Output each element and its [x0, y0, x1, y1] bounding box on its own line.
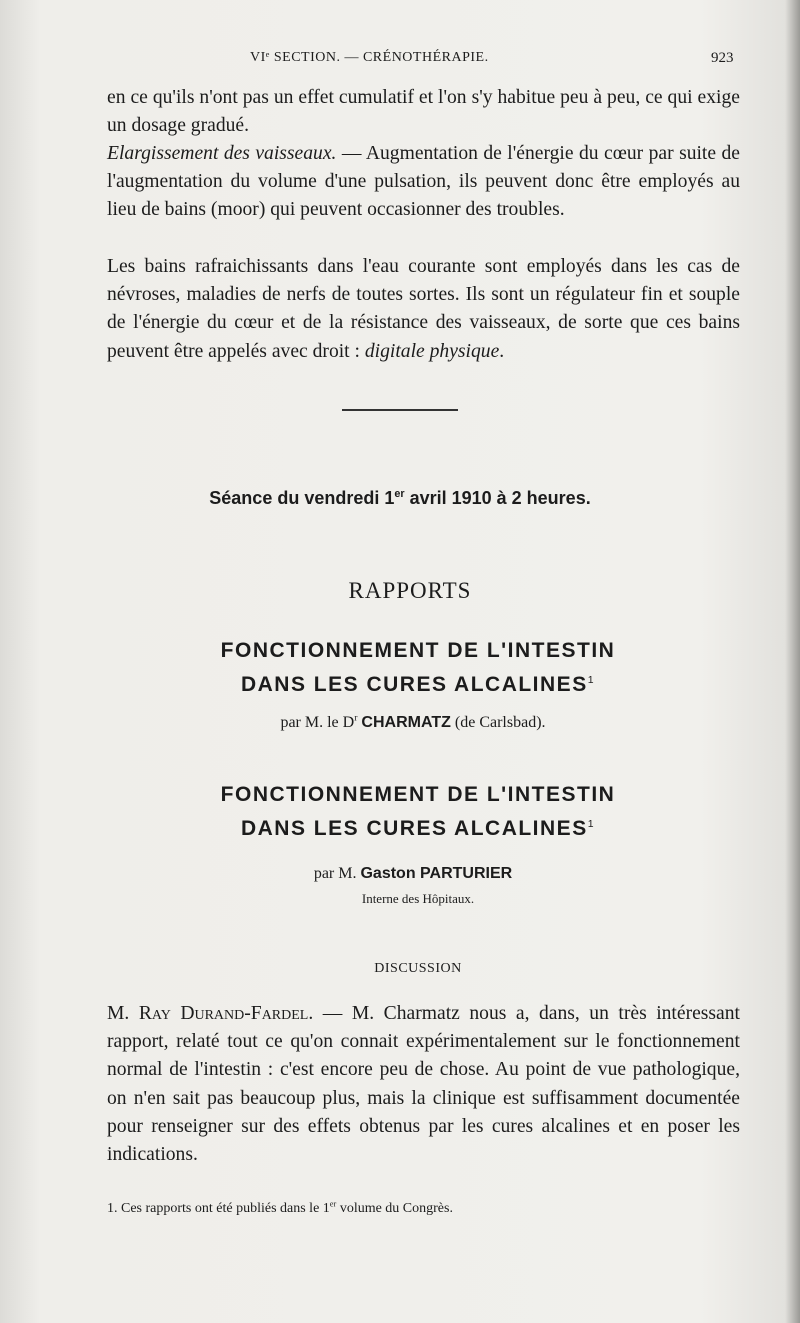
paragraph-text: — M. Charmatz nous a, dans, un très intéressant rapport, relaté tout ce qu'on connait expérimentalement sur le fonctionnement normal de l'intestin : c'est encore peu de chose. Au point de vue pathologique, on n'en sait pas beaucoup plus, mais la clinique est suffisamment documentée pour renseigner sur des effets obtenus par les cures alcalines et en poser les indications.: [107, 1003, 740, 1166]
italic-term: Elargissement des vaisseaux.: [107, 143, 337, 164]
paragraph-vasodilation: [107, 140, 740, 225]
paragraph-text: Les bains rafraichissants dans l'eau courante sont employés dans les cas de névroses, maladies de nerfs de toutes sortes. Ils sont un régulateur fin et souple de l'énergie du cœur et de la résistance des vaisseaux, de sorte que ces bains peuvent être appelés avec droit :: [107, 256, 740, 362]
running-header: [0, 50, 800, 74]
report-author-charmatz: par M. le $D^r$ CHARMATZ (de Carlsbad).: [280, 712, 546, 731]
rapports-heading: RAPPORTS: [348, 578, 472, 603]
paragraph-text: — Augmentation de l'énergie du cœur par suite de l'augmentation du volume d'une pulsation, ils peuvent donc être employés au lieu de bains (moor) qui peuvent occasionner des troubles.: [107, 143, 741, 221]
discussion-paragraph: [107, 1000, 740, 1169]
author-name: Gaston PARTURIER: [360, 865, 513, 882]
author-role: Interne des Hôpitaux.: [361, 891, 475, 906]
section-divider: [342, 409, 458, 411]
report-title-charmatz: FONCTIONNEMENT DE L'INTESTIN DANS LES CURES ALCALINES$^1$: [220, 639, 616, 696]
paragraph-cold-baths: Les bains rafraichissants dans l'eau courante sont employés dans les cas de névroses, maladies de nerfs de toutes sortes. Ils sont un régulateur fin et souple de l'énergie du cœur et de la résistance des vaisseaux, de sorte que ces bains peuvent être appelés avec droit : digitale physique.: [107, 256, 740, 362]
footnote-marker: 1: [587, 818, 596, 830]
page-number: 923: [711, 50, 734, 66]
paragraph-text: en ce qu'ils n'ont pas un effet cumulatif et l'on s'y habitue peu à peu, ce qui exige un dosage gradué.: [107, 87, 740, 137]
report-author-parturier: par M. Gaston PARTURIER: [313, 865, 513, 882]
author-name: CHARMATZ: [361, 714, 451, 731]
section-title: VIᵉ SECTION. — CRÉNOTHÉRAPIE.: [250, 50, 489, 65]
session-heading: Séance du vendredi 1er avril 1910 à 2 heures.: [209, 488, 591, 508]
footnote-marker: 1: [587, 674, 596, 686]
footnote: 1. Ces rapports ont été publiés dans le 1er volume du Congrès.: [107, 1199, 453, 1216]
paragraph-continuation: [107, 84, 740, 140]
italic-term: digitale physique: [364, 340, 500, 362]
report-title-parturier: FONCTIONNEMENT DE L'INTESTIN DANS LES CURES ALCALINES$^1$: [220, 783, 616, 840]
speaker-name: M. Ray Durand-Fardel.: [107, 1003, 314, 1024]
discussion-heading: DISCUSSION: [374, 961, 462, 976]
